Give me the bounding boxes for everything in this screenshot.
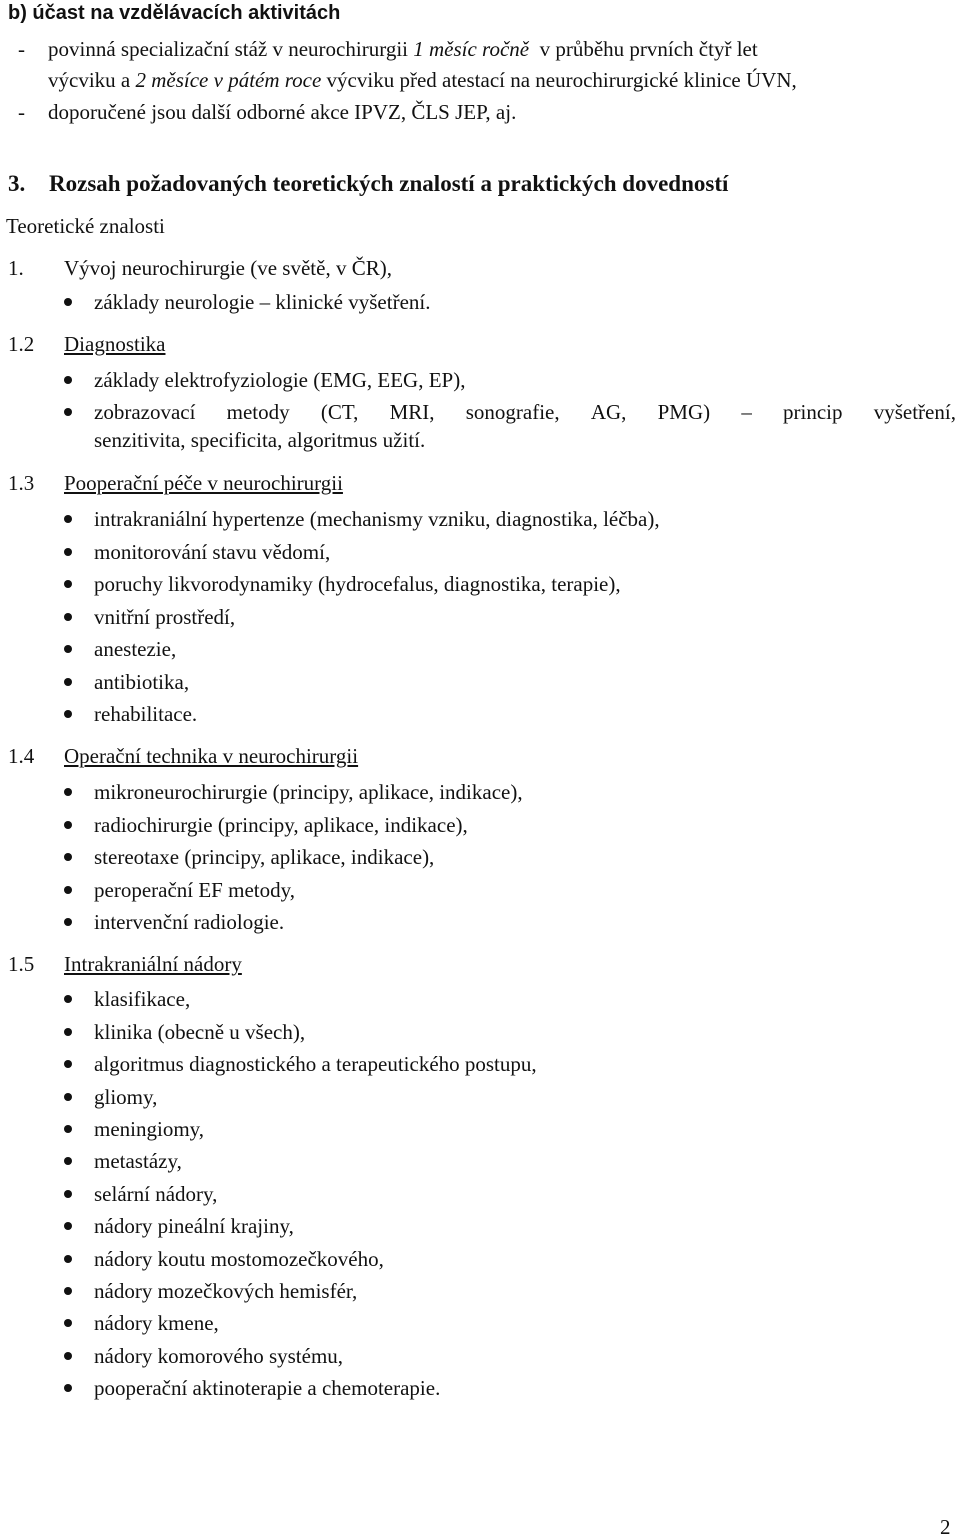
bullet	[64, 645, 72, 653]
word: vyšetření,	[873, 400, 956, 424]
list-item: meningiomy,	[94, 1117, 205, 1141]
bullet	[64, 1287, 72, 1295]
list-item: metastázy,	[94, 1149, 182, 1173]
topic-number: 1.5	[8, 952, 35, 976]
dash-item-1-cont-italic: 2 měsíce v pátém roce	[135, 68, 322, 92]
section-heading: b) účast na vzdělávacích aktivitách	[8, 2, 341, 24]
topic-title: Vývoj neurochirurgie (ve světě, v ČR),	[64, 256, 392, 280]
list-item-justified	[94, 399, 956, 425]
bullet	[64, 1028, 72, 1036]
bullet	[64, 515, 72, 523]
bullet	[64, 1060, 72, 1068]
list-item: nádory komorového systému,	[94, 1344, 344, 1368]
list-item: rehabilitace.	[94, 702, 198, 726]
list-item: stereotaxe (principy, aplikace, indikace),	[94, 845, 435, 869]
list-item: poruchy likvorodynamiky (hydrocefalus, diagnostika, terapie),	[94, 572, 621, 596]
word: princip	[783, 400, 843, 424]
section-subtitle: Teoretické znalosti	[6, 214, 165, 238]
bullet	[64, 1384, 72, 1392]
bullet	[64, 1319, 72, 1327]
word: sonografie,	[465, 400, 560, 424]
bullet	[64, 1352, 72, 1360]
word: metody	[226, 400, 290, 424]
list-item-continuation: senzitivita, specificita, algoritmus užití.	[94, 428, 426, 452]
word: (CT,	[320, 400, 359, 424]
dash-item-1-italic: 1 měsíc ročně	[413, 37, 530, 61]
bullet	[64, 613, 72, 621]
list-item: pooperační aktinoterapie a chemoterapie.	[94, 1376, 441, 1400]
bullet	[64, 886, 72, 894]
bullet	[64, 1093, 72, 1101]
bullet	[64, 1255, 72, 1263]
bullet	[64, 298, 72, 306]
list-item: selární nádory,	[94, 1182, 218, 1206]
word: –	[741, 400, 752, 424]
bullet	[64, 1125, 72, 1133]
topic-title: Operační technika v neurochirurgii	[64, 744, 359, 768]
bullet	[64, 1157, 72, 1165]
dash-item-1-part-1: povinná specializační stáž v neurochirurgii	[48, 37, 414, 61]
word: zobrazovací	[94, 400, 196, 424]
bullet	[64, 376, 72, 384]
dash-item-1	[48, 36, 758, 62]
word: MRI,	[389, 400, 435, 424]
dash-item-2: doporučené jsou další odborné akce IPVZ, ČLS JEP, aj.	[48, 100, 517, 124]
section-title: Rozsah požadovaných teoretických znalostí a praktických dovedností	[49, 171, 729, 196]
bullet	[64, 678, 72, 686]
topic-number: 1.4	[8, 744, 35, 768]
bullet	[64, 853, 72, 861]
list-item: intervenční radiologie.	[94, 910, 285, 934]
bullet	[64, 821, 72, 829]
list-item: anestezie,	[94, 637, 177, 661]
bullet	[64, 1222, 72, 1230]
topic-number: 1.	[8, 256, 24, 280]
list-item: základy elektrofyziologie (EMG, EEG, EP),	[94, 368, 466, 392]
dash-item-1-cont-part-1: výcviku a	[48, 68, 136, 92]
list-item: mikroneurochirurgie (principy, aplikace, indikace),	[94, 780, 523, 804]
dash-marker: -	[18, 100, 25, 124]
list-item: klasifikace,	[94, 987, 191, 1011]
section-number: 3.	[8, 171, 26, 196]
page-number: 2	[940, 1515, 951, 1539]
topic-title: Intrakraniální nádory	[64, 952, 242, 976]
dash-marker: -	[18, 37, 25, 61]
list-item: antibiotika,	[94, 670, 190, 694]
dash-item-1-part-3: v průběhu prvních čtyř let	[529, 37, 758, 61]
topic-number: 1.3	[8, 471, 35, 495]
list-item: peroperační EF metody,	[94, 878, 295, 902]
list-item: nádory koutu mostomozečkového,	[94, 1247, 384, 1271]
dash-item-1-cont	[48, 67, 797, 93]
list-item: nádory mozečkových hemisfér,	[94, 1279, 358, 1303]
dash-item-1-cont-part-3: výcviku před atestací na neurochirurgické klinice ÚVN,	[321, 68, 797, 92]
list-item: radiochirurgie (principy, aplikace, indikace),	[94, 813, 468, 837]
bullet	[64, 1190, 72, 1198]
bullet	[64, 408, 72, 416]
topic-title: Diagnostika	[64, 332, 166, 356]
bullet	[64, 788, 72, 796]
list-item: nádory kmene,	[94, 1311, 219, 1335]
list-item: gliomy,	[94, 1085, 158, 1109]
list-item: nádory pineální krajiny,	[94, 1214, 294, 1238]
bullet	[64, 710, 72, 718]
bullet	[64, 918, 72, 926]
list-item: vnitřní prostředí,	[94, 605, 236, 629]
list-item: algoritmus diagnostického a terapeutického postupu,	[94, 1052, 537, 1076]
list-item: základy neurologie – klinické vyšetření.	[94, 290, 431, 314]
bullet	[64, 548, 72, 556]
bullet	[64, 995, 72, 1003]
list-item: intrakraniální hypertenze (mechanismy vzniku, diagnostika, léčba),	[94, 507, 660, 531]
list-item: klinika (obecně u všech),	[94, 1020, 306, 1044]
word: PMG)	[657, 400, 711, 424]
bullet	[64, 580, 72, 588]
list-item: monitorování stavu vědomí,	[94, 540, 331, 564]
topic-title: Pooperační péče v neurochirurgii	[64, 471, 343, 495]
word: AG,	[590, 400, 627, 424]
topic-number: 1.2	[8, 332, 35, 356]
